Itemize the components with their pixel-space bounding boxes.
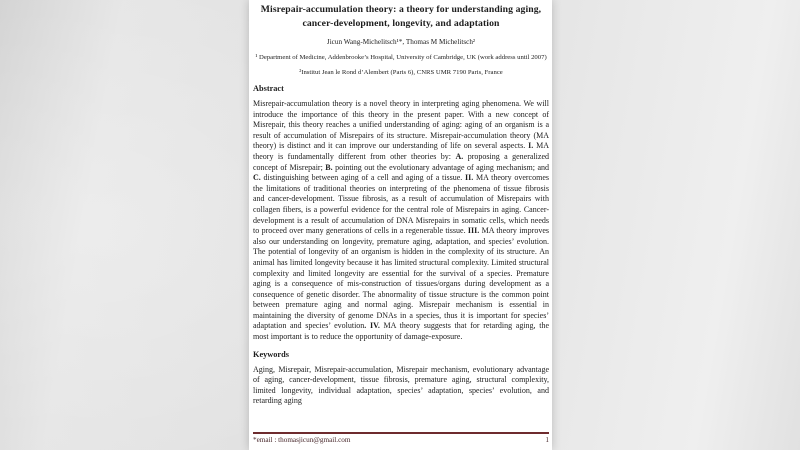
- page-content: [249, 0, 552, 407]
- affiliation-1: ¹ Department of Medicine, Addenbrooke’s Hospital, University of Cambridge, UK (work address until 2007): [255, 54, 547, 61]
- page-number: 1: [545, 436, 549, 444]
- footer-email-note: *email : thomasjicun@gmail.com: [253, 436, 351, 444]
- abstract-text: Misrepair-accumulation theory is a novel theory in interpreting aging phenomena. We will introduce the importance of this theory in the present paper. With a new concept of Misrepair, this theory reaches a unified understanding of aging: aging of an organism is a result of accumulation of Misrepairs of its structure. Misrepair-accumulation theory (MA theory) is distinct and it can improve our understanding of life on several aspects. I. MA theory is fundamentally different from other theories by: A. proposing a generalized concept of Misrepair; B. pointing out the evolutionary advantage of aging mechanism; and C. distinguishing between aging of a cell and aging of a tissue. II. MA theory overcomes the limitations of traditional theories on interpreting of the phenomena of tissue fibrosis and cancer-development. Tissue fibrosis, as a result of accumulation of Misrepairs with collagen fibers, is a powerful evidence for the central role of Misrepairs in aging. Cancer-development is a result of accumulation of DNA Misrepairs in somatic cells, which needs to proceed over many generations of cells in a regenerable tissue. III. MA theory improves also our understanding on longevity, premature aging, adaptation, and species’ evolution. The potential of longevity of an organism is hidden in the complexity of its structure. An animal has limited longevity because it has limited structural complexity. Limited structural complexity and limited longevity are essential for the survival of a species. Premature aging is a consequence of mis-construction of tissues/organs during development as a consequence of genetic disorder. The abnormality of tissue structure is the common point between premature aging and normal aging. Misrepair mechanism is essential in maintaining the diversity of genome DNAs in a species, thus it is important for species’ adaptation and species’ evolution. IV. MA theory suggests that for retarding aging, the most important is to reduce the opportunity of damage-exposure.: [253, 99, 550, 342]
- page-footer: [253, 432, 549, 450]
- keywords-text: Aging, Misrepair, Misrepair-accumulation, Misrepair mechanism, evolutionary advantage of aging, cancer-development, tissue fibrosis, premature aging, structural complexity, limited longevity, individual adaptation, species’ adaptation, species’ evolution, and retarding aging: [253, 364, 549, 406]
- abstract-heading: Abstract: [253, 84, 284, 93]
- paper-page: [249, 0, 552, 450]
- paper-title: Misrepair-accumulation theory: a theory for understanding aging, cancer-development, longevity, and adaptation: [260, 4, 542, 29]
- affiliation-2: ²Institut Jean le Rond d’Alembert (Paris 6), CNRS UMR 7190 Paris, France: [299, 69, 503, 76]
- authors-line: Jicun Wang-Michelitsch¹*, Thomas M Michelitsch²: [326, 38, 476, 46]
- keywords-heading: Keywords: [253, 349, 289, 359]
